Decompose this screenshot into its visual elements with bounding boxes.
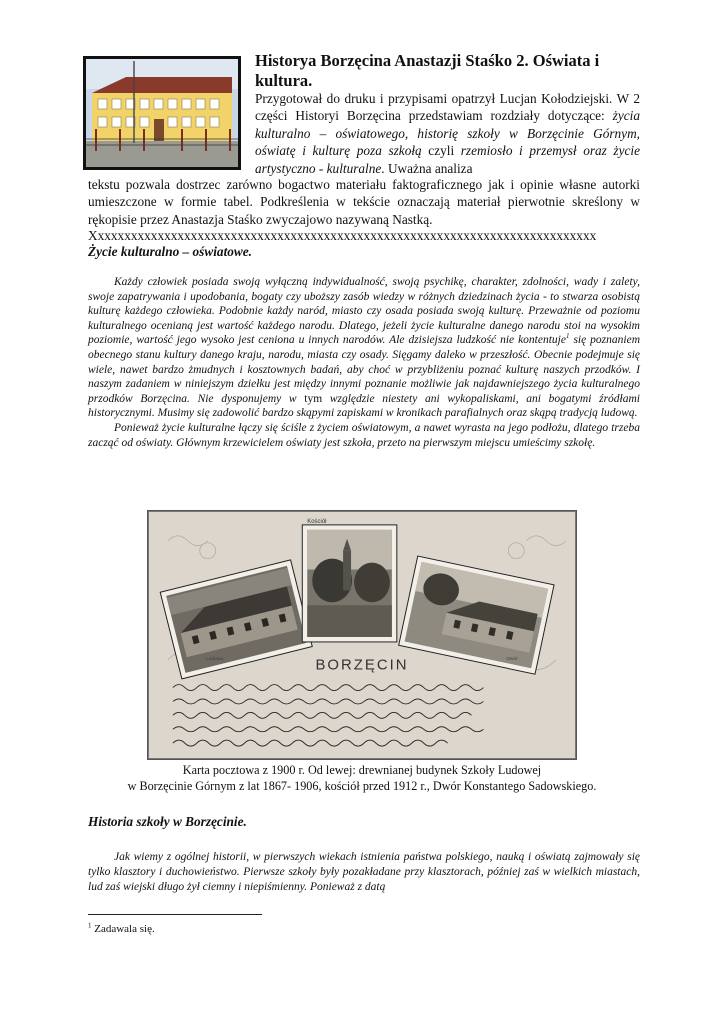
postcard-caption-line1: Karta pocztowa z 1900 r. Od lewej: drewnianej budynek Szkoły Ludowej [182,763,542,777]
section-body-school-history: Jak wiemy z ogólnej historii, w pierwszych wiekach istnienia państwa polskiego, nauką i oświatą zajmowały się tylko klasztory i duchowieństwo. Pierwsze szkoły były pozakładane przy klasztorach, później zaś w wielkich miastach, lud zaś wiejski długo żył ciemny i niepiśmienny. Ponieważ z datą [88,851,640,894]
paragraph-text: tym [304,392,323,405]
postcard-frame-label-manor: Dwór [506,656,518,662]
paragraph [88,275,640,421]
intro-text-part3: . Uważna analiza [381,160,473,176]
postcard-frame-label-school: Ludowa [205,656,224,662]
paragraph-text: względzie niestety ani wykopaliskami, ani bogatymi źródłami historycznymi. Musimy się zadowolić bardzo skąpymi zapiskami w kronikach parafialnych oraz skąpą tradycją ludową. [88,392,640,420]
paragraph: Ponieważ życie kulturalne łączy się ściśle z życiem oświatowym, a nawet wyrasta na jego podłożu, dlatego trzeba zacząć od oświaty. Głównym krzewicielem oświaty jest szkoła, przeto na pierwszym miejscu umieścimy szkołę. [88,421,640,449]
footnote-divider [88,914,262,915]
section-heading-cultural-life: Życie kulturalno – oświatowe. [88,244,253,259]
footnote [88,923,155,935]
footnote-text: Zadawala się. [91,923,155,935]
historical-postcard-image [147,510,577,760]
intro-text-part1: Przygotował do druku i przypisami opatrzył Lucjan Kołodziejski. W 2 części Historyi Borzęcina przedstawiam rozdziały dotyczące: [255,91,640,124]
section-body-cultural-life [88,275,640,450]
postcard-caption-line2: w Borzęcinie Górnym z lat 1867- 1906, kościół przed 1912 r., Dwór Konstantego Sadowskiego. [127,779,597,793]
intro-topics2: rzemiosło i przemysł oraz życie artystyczno - kulturalne [255,143,641,176]
footnote-reference[interactable]: 1 [565,332,570,341]
footnote-number: 1 [88,921,92,930]
school-building-photo [83,56,241,170]
intro-topics: życia kulturalno – oświatowego, historię szkoły w Borzęcinie Górnym, oświatę i kulturę poza szkołą [255,108,640,159]
intro-continuation: tekstu pozwala dostrzec zarówno bogactwo materiału faktograficznego jak i opinie własne autorki umieszczone w formie tabel. Podkreślenia w tekście oznaczają materiał pierwotnie skreślony w rękopisie przez Anastazja Staśko zwyczajowo nazywaną Nastką. [88,177,640,227]
separator-line: Xxxxxxxxxxxxxxxxxxxxxxxxxxxxxxxxxxxxxxxxxxxxxxxxxxxxxxxxxxxxxxxxxxxxxxxxxxxx [88,228,597,243]
paragraph-text: Każdy człowiek posiada swoją wyłączną indywidualność, swoją psychikę, charakter, zdolności, wady i zalety, swoje zapatrywania i upodobania, bogaty czy uboższy zasób wiedzy w różnych dziedzinach życia - to stwarza osobistą kulturę każdego człowieka. Podobnie każdy naród, miasto czy osada posiada swoją kulturę. Przeważnie od poziomu kulturalnego ocenianą jest wartość każdego narodu. Dlatego, jeżeli życie kulturalne danego narodu stoi na wysokim poziomie, wartość jego wysoko jest ceniona u innych narodów. Ale dzisiejsza ludzkość nie kontentuje [88,276,640,347]
intro-paragraph [255,90,640,177]
postcard-frame-label-church: Kościół [307,518,327,525]
intro-text-part2: czyli [421,143,461,159]
paragraph-text: się poznaniem obecnego stanu kultury danego kraju, narodu, miasta czy osady. Sięgamy daleko w przeszłość. Obecnie podejmuje się wiele, nawet bardzo żmudnych i kosztownych badań, aby choć w przybliżeniu poznać kulturę naszych przodków. I naszym zadaniem w niniejszym dziełku jest między innymi poznanie możliwie jak najdawniejszego życia kulturalnego przodków Borzęcina. Nie dysponujemy w [88,334,641,405]
document-title: Historya Borzęcina Anastazji Staśko 2. Oświata i kultura. [255,51,600,90]
section-heading-school-history: Historia szkoły w Borzęcinie. [88,814,247,829]
postcard-place-stamp: BORZĘCIN [315,657,409,674]
